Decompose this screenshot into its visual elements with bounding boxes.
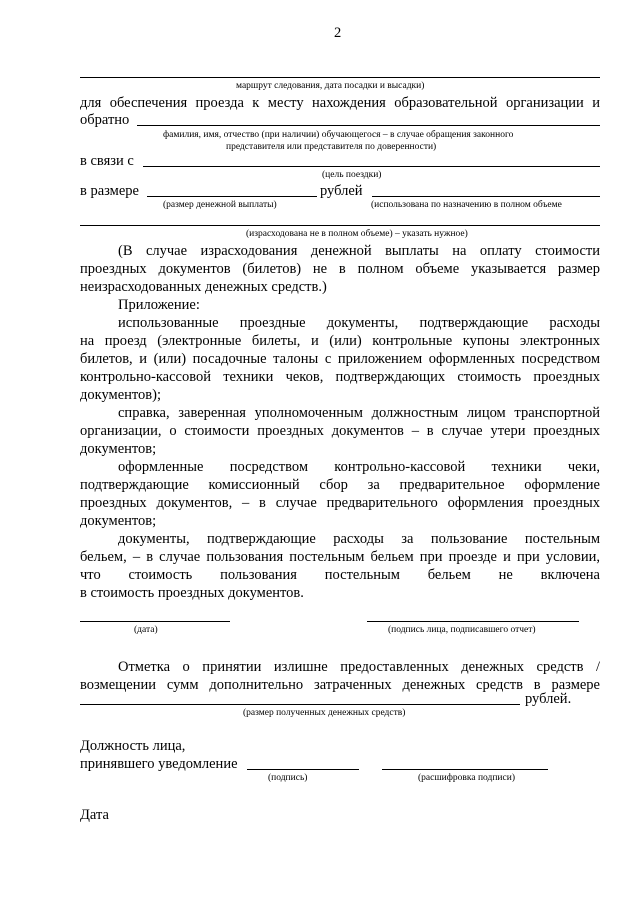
appendix-item-4-line-2: бельем, – в случае пользования постельным бельем при проезде и при условии,: [80, 549, 600, 565]
reason-label: в связи с: [80, 153, 134, 169]
decode-caption: (расшифровка подписи): [418, 773, 515, 783]
appendix-item-1-line-2: на проезд (электронные билеты, и (или) контрольные купоны электронных: [80, 333, 600, 349]
signature-blank[interactable]: [367, 621, 579, 622]
amount-label: в размере: [80, 183, 139, 199]
sign-blank[interactable]: [247, 769, 359, 770]
acceptance-line-2: возмещении сумм дополнительно затраченных денежных средств в размере: [80, 677, 600, 693]
amount-caption: (размер денежной выплаты): [163, 200, 277, 210]
sign-caption: (подпись): [268, 773, 308, 783]
reason-blank[interactable]: [143, 166, 600, 167]
purpose-line-2: обратно: [80, 112, 130, 128]
appendix-item-4-line-1: документы, подтверждающие расходы за пользование постельным: [118, 531, 600, 547]
appendix-item-3-line-1: оформленные посредством контрольно-кассовой техники чеки,: [118, 459, 600, 475]
appendix-item-2-line-2: организации, о стоимости проездных документов – в случае утери проездных: [80, 423, 600, 439]
route-caption: маршрут следования, дата посадки и высадки): [236, 81, 425, 91]
official-line-1: Должность лица,: [80, 738, 186, 754]
purpose-line-1: для обеспечения проезда к месту нахождения образовательной организации и: [80, 95, 600, 111]
acceptance-line-1: Отметка о принятии излишне предоставленных денежных средств /: [118, 659, 600, 675]
amount-blank[interactable]: [147, 196, 317, 197]
note-line-3: неизрасходованных денежных средств.): [80, 279, 327, 295]
fio-caption-1: фамилия, имя, отчество (при наличии) обучающегося – в случае обращения законного: [163, 130, 514, 140]
received-amount-caption: (размер полученных денежных средств): [243, 708, 406, 718]
signature-caption: (подпись лица, подписавшего отчет): [388, 625, 536, 635]
appendix-item-1-line-1: использованные проездные документы, подтверждающие расходы: [118, 315, 600, 331]
appendix-item-1-line-4: контрольно-кассовой техники чеков, подтверждающих стоимость проездных: [80, 369, 600, 385]
fio-blank[interactable]: [137, 125, 600, 126]
appendix-item-4-line-3: что стоимость пользования постельным бельем не включена: [80, 567, 600, 583]
official-line-2: принявшего уведомление: [80, 756, 238, 772]
fio-caption-2: представителя или представителя по доверенности): [226, 142, 437, 152]
used-caption: (использована по назначению в полном объеме: [371, 200, 562, 210]
date-blank[interactable]: [80, 621, 230, 622]
date-label: Дата: [80, 807, 109, 823]
reason-caption: (цель поездки): [322, 170, 382, 180]
received-amount-blank[interactable]: [80, 704, 520, 705]
appendix-item-1-line-3: билетов, и (или) посадочные талоны с приложением оформленных посредством: [80, 351, 600, 367]
date-caption: (дата): [134, 625, 158, 635]
appendix-item-3-line-3: проездных документов, – в случае предварительного оформления проездных: [80, 495, 600, 511]
appendix-item-3-line-2: подтверждающие комиссионный сбор за предварительное оформление: [80, 477, 600, 493]
appendix-item-1-line-5: документов);: [80, 387, 161, 403]
appendix-title: Приложение:: [118, 297, 200, 313]
appendix-item-4-line-4: в стоимость проездных документов.: [80, 585, 304, 601]
page-number: 2: [334, 25, 342, 41]
note-line-2: проездных документов (билетов) не в полном объеме указывается размер: [80, 261, 600, 277]
decode-blank[interactable]: [382, 769, 548, 770]
note-line-1: (В случае израсходования денежной выплаты на оплату стоимости: [118, 243, 600, 259]
used-blank[interactable]: [372, 196, 600, 197]
partial-caption: (израсходована не в полном объеме) – указать нужное): [246, 229, 468, 239]
appendix-item-2-line-1: справка, заверенная уполномоченным должностным лицом транспортной: [118, 405, 600, 421]
partial-blank[interactable]: [80, 225, 600, 226]
appendix-item-2-line-3: документов;: [80, 441, 157, 457]
acceptance-currency: рублей.: [525, 691, 572, 707]
appendix-item-3-line-4: документов;: [80, 513, 157, 529]
amount-currency: рублей: [320, 183, 363, 199]
route-blank[interactable]: [80, 77, 600, 78]
